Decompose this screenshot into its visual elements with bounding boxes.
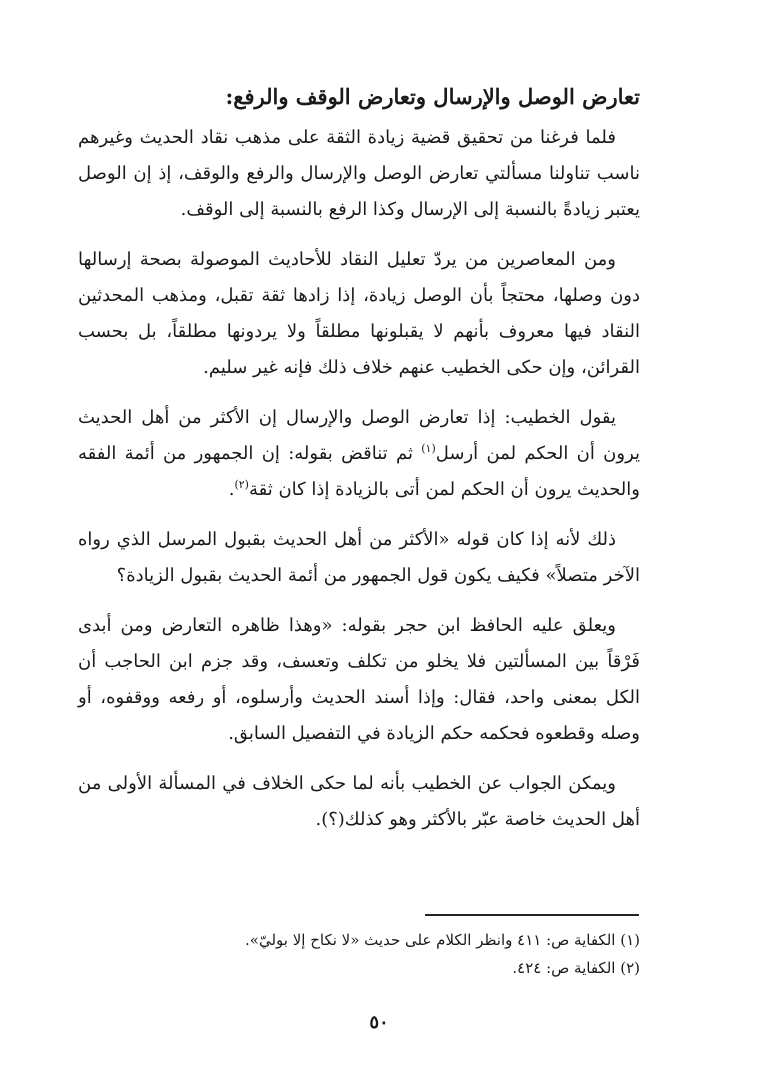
section-heading: تعارض الوصل والإرسال وتعارض الوقف والرفع: (225, 84, 640, 109)
paragraph-3-text-a: يقول الخطيب: إذا تعارض الوصل والإرسال إن الأكثر من أهل الحديث يرون أن الحكم لمن أرسل (78, 407, 641, 464)
paragraph-3-text-b: ثم تناقض بقوله: إن الجمهور من أئمة الفقه والحديث يرون أن الحكم لمن أتى بالزيادة إذا كان ثقة (78, 443, 640, 500)
footnote-ref-1: (١) (421, 442, 436, 455)
footnote-ref-2: (٢) (234, 478, 249, 491)
paragraph-2: ومن المعاصرين من يردّ تعليل النقاد للأحاديث الموصولة بصحة إرسالها دون وصلها، محتجاً بأن الوصل زيادة، إذا زادها ثقة تقبل، ومذهب المحدثين النقاد فيها معروف بأنهم لا يقبلونها مطلقاً ولا يردونها مطلقاً، بل بحسب القرائن، وإن حكى الخطيب عنهم خلاف ذلك فإنه غير سليم. (78, 249, 640, 378)
page-number: ٥٠ (369, 1012, 389, 1033)
footnote-2: (٢) الكفاية ص: ٤٢٤. (512, 959, 640, 977)
footnotes (78, 926, 640, 982)
paragraph-6: ويمكن الجواب عن الخطيب بأنه لما حكى الخلاف في المسألة الأولى من أهل الحديث خاصة عبّر بالأكثر وهو كذلك(؟). (78, 773, 640, 830)
paragraph-3-text-c: . (228, 479, 235, 500)
paragraph-4: ذلك لأنه إذا كان قوله «الأكثر من أهل الحديث بقبول المرسل الذي رواه الآخر متصلاً» فكيف يكون قول الجمهور من أئمة الحديث بقبول الزيادة؟ (78, 529, 640, 586)
paragraph-1: فلما فرغنا من تحقيق قضية زيادة الثقة على مذهب نقاد الحديث وغيرهم ناسب تناولنا مسألتي تعارض الوصل والإرسال والرفع والوقف، إذ إن الوصل يعتبر زيادةً بالنسبة إلى الإرسال وكذا الرفع بالنسبة إلى الوقف. (78, 127, 640, 220)
footnote-separator (425, 914, 639, 916)
page-body (78, 82, 640, 852)
footnote-1: (١) الكفاية ص: ٤١١ وانظر الكلام على حديث «لا نكاح إلا بوليّ». (245, 931, 640, 949)
paragraph-5: ويعلق عليه الحافظ ابن حجر بقوله: «وهذا ظاهره التعارض ومن أبدى فَرْقاً بين المسألتين فلا يخلو من تكلف وتعسف، وقد جزم ابن الحاجب أن الكل بمعنى واحد، فقال: وإذا أسند الحديث وأرسلوه، أو رفعه ووقفوه، أو وصله وقطعوه فحكمه حكم الزيادة في التفصيل السابق. (78, 615, 640, 744)
paragraph-3 (78, 400, 640, 508)
